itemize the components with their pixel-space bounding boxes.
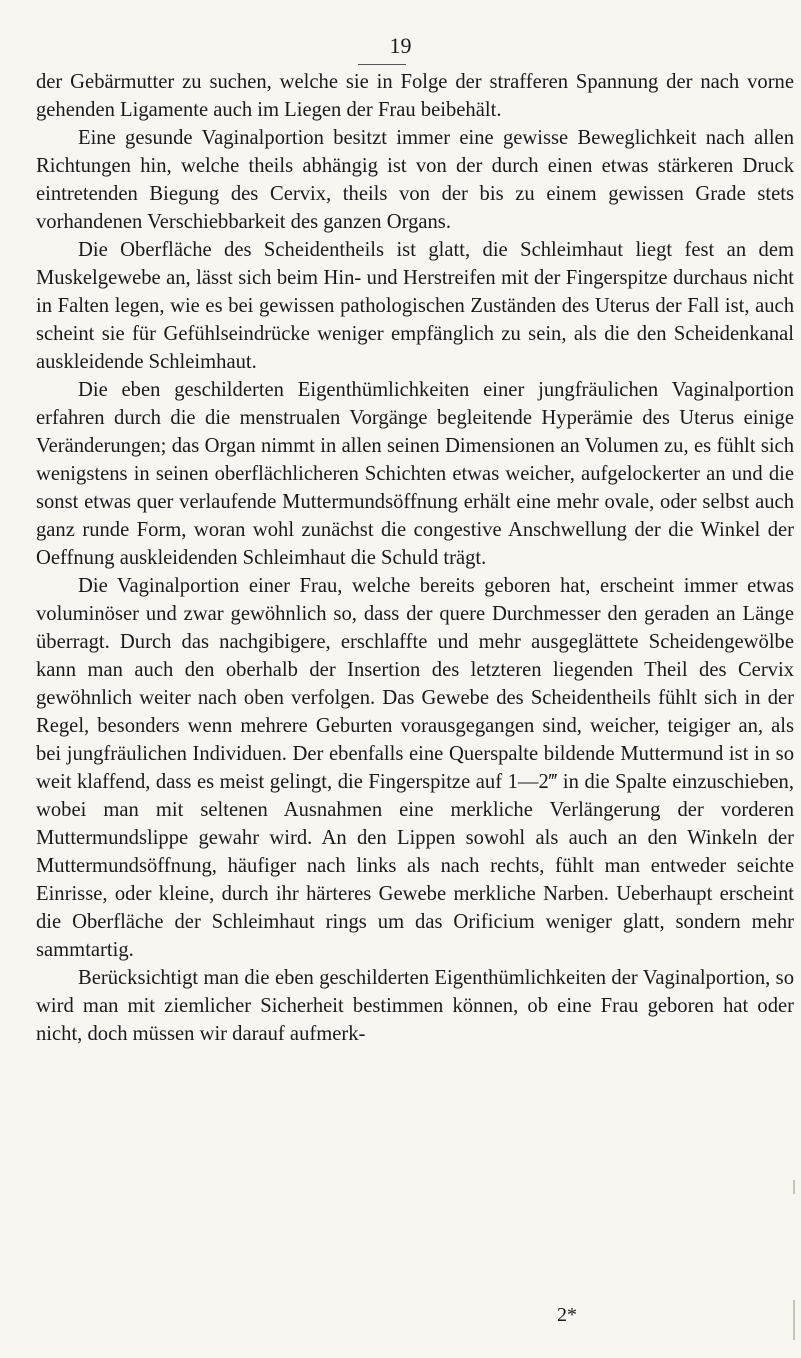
page-number: 19 — [389, 33, 412, 58]
margin-speck — [793, 1300, 795, 1340]
paragraph-surface: Die Oberfläche des Scheidentheils ist glatt, die Schleimhaut liegt fest an dem Muskelgewebe an, lässt sich beim Hin- und Herstreifen mit der Fingerspitze durchaus nicht in Falten legen, wie es bei gewissen pathologischen Zuständen des Uterus der Fall ist, auch scheint sie für Gefühlseindrücke weniger empfänglich zu sein, als die den Scheidenkanal auskleidende Schleimhaut. — [36, 239, 794, 373]
paragraph-conclusion: Berücksichtigt man die eben geschilderten Eigenthümlichkeiten der Vaginalportion, so wird man mit ziemlicher Sicherheit bestimmen können, ob eine Frau geboren hat oder nicht, doch müssen wir darauf aufmerk- — [36, 967, 794, 1045]
body-text — [36, 68, 794, 1048]
paragraph-continuation: der Gebärmutter zu suchen, welche sie in Folge der strafferen Spannung der nach vorne gehenden Ligamente auch im Liegen der Frau beibehält. — [36, 71, 794, 121]
paragraph-after-birth: Die Vaginalportion einer Frau, welche bereits geboren hat, erscheint immer etwas voluminöser und zwar gewöhnlich so, dass der quere Durchmesser den geraden an Länge überragt. Durch das nachgibigere, erschlaffte und mehr ausgeglättete Scheidengewölbe kann man auch den oberhalb der Insertion des letzteren liegenden Theil des Cervix gewöhnlich weiter nach oben verfolgen. Das Gewebe des Scheidentheils fühlt sich in der Regel, besonders wenn mehrere Geburten vorausgegangen sind, weicher, teigiger an, als bei jungfräulichen Individuen. Der ebenfalls eine Querspalte bildende Muttermund ist in so weit klaffend, dass es meist gelingt, die Fingerspitze auf 1—2‴ in die Spalte einzuschieben, wobei man mit seltenen Ausnahmen eine merkliche Verlängerung der vorderen Muttermundslippe gewahr wird. An den Lippen sowohl als auch an den Winkeln der Muttermundsöffnung, häufiger nach links als nach rechts, fühlt man entweder seichte Einrisse, oder kleine, durch ihr härteres Gewebe merkliche Narben. Ueberhaupt erscheint die Oberfläche der Schleimhaut rings um das Orificium weniger glatt, sondern mehr sammtartig. — [36, 575, 794, 961]
header-rule — [358, 64, 406, 65]
paragraph-menstrual-changes: Die eben geschilderten Eigenthümlichkeiten einer jungfräulichen Vaginalportion erfahren durch die die menstrualen Vorgänge begleitende Hyperämie des Uterus einige Veränderungen; das Organ nimmt in allen seinen Dimensionen an Volumen zu, es fühlt sich wenigstens in seinen oberflächlicheren Schichten etwas weicher, aufgelockerter an und die sonst etwas quer verlaufende Muttermundsöffnung erhält eine mehr ovale, oder selbst auch ganz runde Form, woran wohl zunächst die congestive Anschwellung der die Winkel der Oeffnung auskleidenden Schleimhaut die Schuld trägt. — [36, 379, 794, 569]
signature-mark: 2* — [557, 1304, 577, 1326]
paragraph-mobility: Eine gesunde Vaginalportion besitzt immer eine gewisse Beweglichkeit nach allen Richtungen hin, welche theils abhängig ist von der durch einen etwas stärkeren Druck eintretenden Biegung des Cervix, theils von der bis zu einem gewissen Grade stets vorhandenen Verschiebbarkeit des ganzen Organs. — [36, 127, 794, 233]
margin-speck — [793, 1180, 795, 1194]
